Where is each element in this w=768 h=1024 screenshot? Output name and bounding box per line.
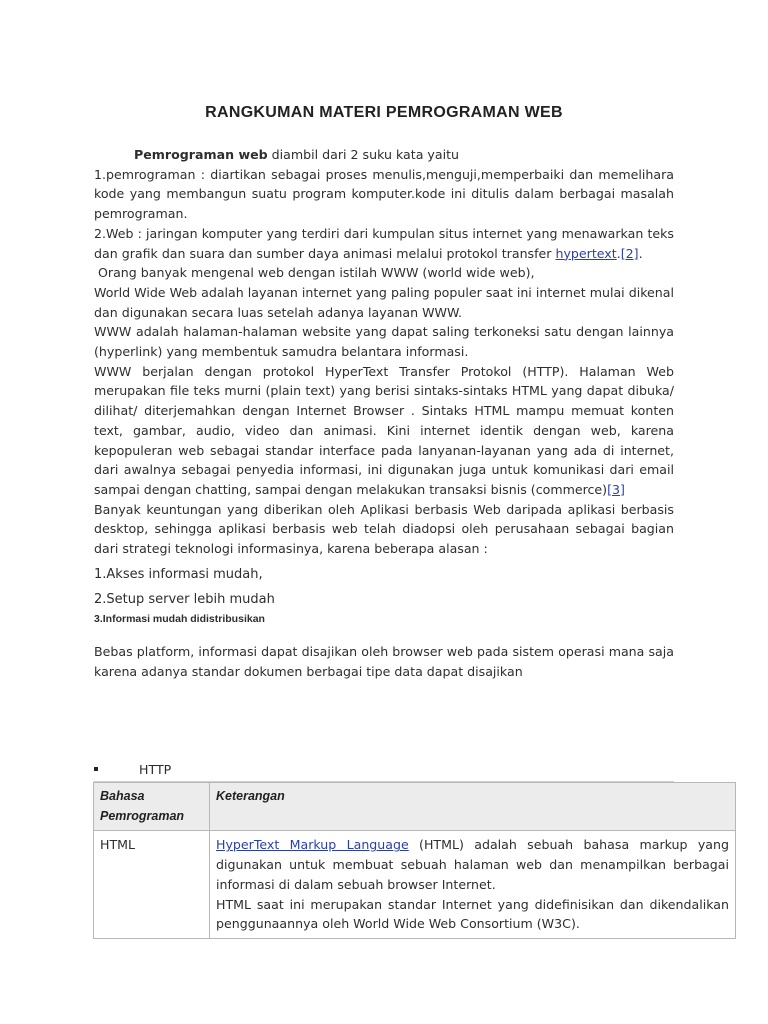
document-title: RANGKUMAN MATERI PEMROGRAMAN WEB: [205, 104, 563, 121]
intro-paragraph: [94, 145, 674, 165]
document-body: [94, 145, 674, 682]
reference-2-link[interactable]: [2]: [620, 245, 639, 261]
list-item-2: 2.Setup server lebih mudah: [94, 592, 275, 608]
intro-bold: Pemrograman web: [134, 147, 268, 162]
language-table: [93, 782, 736, 939]
definition-web-text: 2.Web : jaringan komputer yang terdiri dari kumpulan situs internet yang menawarkan teks dan grafik dan suara dan sumber daya animasi melalui protokol transfer: [94, 225, 674, 261]
header-bahasa: Bahasa Pemrograman: [94, 783, 210, 831]
description-part-1: (HTML) adalah sebuah bahasa markup yang digunakan untuk membuat sebuah halaman web dan menampilkan berbagai informasi di dalam sebuah browser Internet.: [216, 837, 729, 892]
definition-web-end: .: [638, 245, 643, 261]
advantage-paragraph: Banyak keuntungan yang diberikan oleh Aplikasi berbasis Web daripada aplikasi berbasis desktop, sehingga aplikasi berbasis web telah diadopsi oleh perusahaan sebagai bagian dari strategi teknologi informasinya, karena beberapa alasan :: [94, 501, 674, 557]
intro-rest: diambil dari 2 suku kata yaitu: [267, 147, 460, 162]
description-part-2: HTML saat ini merupakan standar Internet yang didefinisikan dan dikendalikan penggunaannya oleh World Wide Web Consortium (W3C).: [216, 896, 729, 932]
www-paragraph-2: World Wide Web adalah layanan internet yang paling populer saat ini internet mulai dikenal dan digunakan secara luas setelah adanya layanan WWW.: [94, 284, 674, 320]
table-header-row: [94, 783, 736, 831]
www-paragraph-4-text: WWW berjalan dengan protokol HyperText Transfer Protokol (HTTP). Halaman Web merupakan file teks murni (plain text) yang berisi sintaks-sintaks HTML yang dapat dibuka/ dilihat/ diterjemahkan dengan Internet Browser . Sintaks HTML mampu memuat konten text, gambar, audio, video dan animasi. Kini internet identik dengan web, karena kepopuleran web sebagai standar interface pada lanyanan-layanan yang ada di internet, dari awalnya sebagai penyedia informasi, ini digunakan juga untuk komunikasi dari email sampai dengan chatting, sampai dengan melakukan transaksi bisnis (commerce): [94, 363, 674, 497]
platform-paragraph: Bebas platform, informasi dapat disajikan oleh browser web pada sistem operasi mana saja karena adanya standar dokumen berbagai tipe data dapat disajikan: [94, 644, 674, 679]
list-item-3: 3.Informasi mudah didistribusikan: [94, 613, 265, 626]
list-item-1: 1.Akses informasi mudah,: [94, 566, 263, 582]
www-paragraph-4: [94, 362, 674, 500]
html-link[interactable]: HyperText Markup Language: [216, 837, 409, 853]
definition-web-sep: .: [616, 245, 621, 261]
reference-3-link[interactable]: [3]: [607, 481, 625, 497]
square-bullet-icon: [94, 767, 98, 771]
http-label: HTTP: [139, 762, 172, 777]
cell-description: [210, 831, 736, 939]
header-keterangan: Keterangan: [210, 783, 736, 831]
definition-web: [94, 224, 674, 263]
definition-pemrograman: 1.pemrograman : diartikan sebagai proses menulis,menguji,memperbaiki dan memelihara kode yang membangun suatu program komputer.kode ini ditulis dalam berbagai masalah pemrograman.: [94, 166, 674, 222]
table-row: [94, 831, 736, 939]
http-bullet-item: [94, 761, 674, 782]
www-paragraph-1: Orang banyak mengenal web dengan istilah WWW (world wide web),: [94, 265, 535, 281]
cell-language: HTML: [94, 831, 210, 939]
www-paragraph-3: WWW adalah halaman-halaman website yang dapat saling terkoneksi satu dengan lainnya (hyperlink) yang membentuk samudra belantara informasi.: [94, 324, 674, 360]
hypertext-link[interactable]: hypertext: [555, 245, 617, 261]
